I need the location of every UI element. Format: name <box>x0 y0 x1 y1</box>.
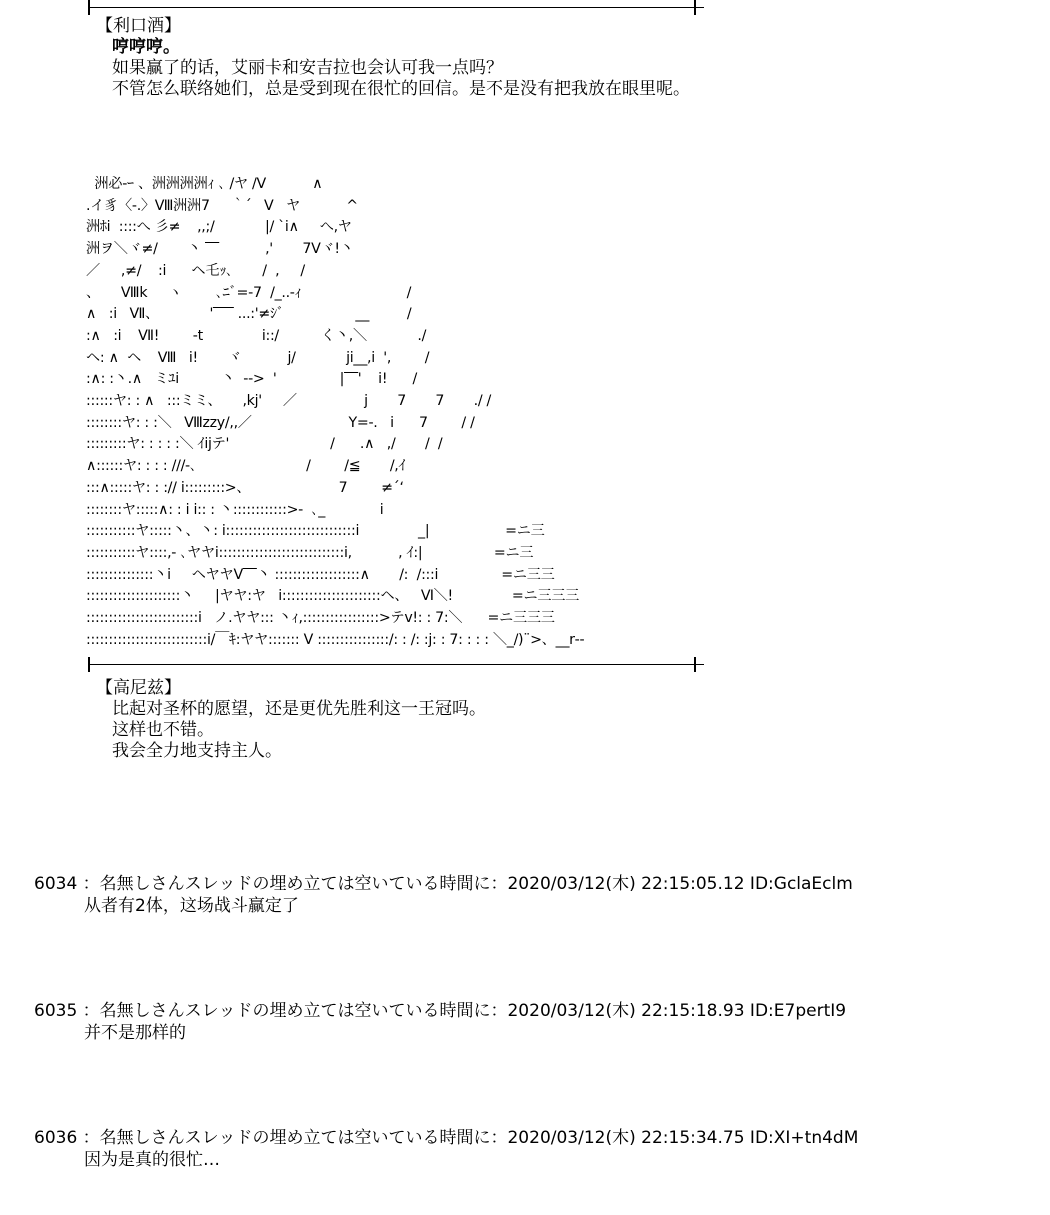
post-header: 6036 ：名無しさんスレッドの埋め立ては空いている時間に：2020/03/12(木) 22:15:34.75 ID:XI+tn4dM <box>34 1128 859 1148</box>
post-header: 6035 ：名無しさんスレッドの埋め立ては空いている時間に：2020/03/12(木) 22:15:18.93 ID:E7pertI9 <box>34 1001 847 1021</box>
dialogue-bottom <box>96 678 486 762</box>
post-body: 因为是真的很忙… <box>84 1150 220 1170</box>
dialogue-top <box>96 16 690 100</box>
dialogue-line: 哼哼哼。 <box>112 37 180 57</box>
post-header: 6034 ：名無しさんスレッドの埋め立ては空いている時間に：2020/03/12(木) 22:15:05.12 ID:GclaEclm <box>34 874 853 894</box>
post <box>34 1000 846 1044</box>
post-body: 从者有2体，这场战斗赢定了 <box>84 896 299 916</box>
post <box>34 1127 858 1171</box>
divider-tick-right <box>694 0 696 15</box>
dialogue-line: 这样也不错。 <box>112 720 214 740</box>
dialogue-line: 不管怎么联络她们，总是受到现在很忙的回信。是不是没有把我放在眼里呢。 <box>112 79 690 99</box>
ascii-art: 洲必-ｰ 、洲洲洲洲ｨ ､ /ヤ /Ⅴ ∧ .イ豸〈-.〉Ⅷ洲洲7 ｀´ V ヤ ^ 洲ﾎi ::::へ 彡≠ ,,;/ |/ `i∧ へ,ヤ 洲ヲ＼ヾ≠/ 丶 ‾‾ ,' 7Vヾ!丶 ／ ,≠/ :i ヘ乇ｯ､ / , / 、 Ⅷk ヽ ､ﾆﾞ=-7 /_..-ｨ / ∧ :i Ⅶ、 '‾‾‾ ...:'≠ｼﾞ __ / :∧ :i Ⅶ! -t i::/ く丶,＼ ./ ヘ: ∧ ヘ Ⅷ i! ヾ j/ ji__,i ', / :∧: :丶.∧ ミﾕi 丶 --> ' |‾‾' i! / ::::::ヤ: : ∧ :::ミミ、 ,kj' ／ j 7 7 ./ / ::::::::ヤ: : :＼ Ⅷzzy/,,／ Y=-. i 7 / / :::::::::ヤ: : : : :＼ ｲijテ' / .∧ ,/ / / ∧::::::ヤ: : : : ///-､ / /≦ /,ｲ :::∧:::::ヤ: : :// i:::::::::>、 7 ≠´‘ ::::::::ヤ:::::∧: : i i:: : 丶::::::::::::>- ､_ i :::::::::::ヤ:::::丶、丶: i:::::::::::::::::::::::::::::i _| =ニ三 :::::::::::ヤ::::,- ､ヤヤi::::::::::::::::::::::::::::i, , ｲ:| =ニ三 :::::::::::::::丶i ヘヤヤV‾‾丶 :::::::::::::::::::∧ /: /:::i =ニ三三 :::::::::::::::::::::丶 |ヤヤ:ヤ i::::::::::::::::::::::ヘ、 Ⅵ＼! =ニ三三三 :::::::::::::::::::::::::i ノ.ヤヤ::: 丶ｨ,:::::::::::::::::>テv!: : 7:＼ =ニ三三三 :::::::::::::::::::::::::::i/￣ｷ:ヤヤ::::::: V ::::::::::::::::/: : /: :j: : 7: : : : ＼_/)¨>、__r‐‐ <box>86 176 585 648</box>
dialogue-line: 比起对圣杯的愿望，还是更优先胜利这一王冠吗。 <box>112 699 486 719</box>
dialogue-line: 我会全力地支持主人。 <box>112 741 282 761</box>
dialogue-line: 如果赢了的话，艾丽卡和安吉拉也会认可我一点吗？ <box>112 58 503 78</box>
divider-tick-left <box>88 0 90 15</box>
divider-tick-right <box>694 657 696 672</box>
speaker-name: 【利口酒】 <box>96 16 181 36</box>
bottom-divider <box>88 664 704 665</box>
divider-tick-left <box>88 657 90 672</box>
top-divider <box>88 7 704 8</box>
post-body: 并不是那样的 <box>84 1023 186 1043</box>
speaker-name: 【高尼兹】 <box>96 678 181 698</box>
post <box>34 873 853 917</box>
